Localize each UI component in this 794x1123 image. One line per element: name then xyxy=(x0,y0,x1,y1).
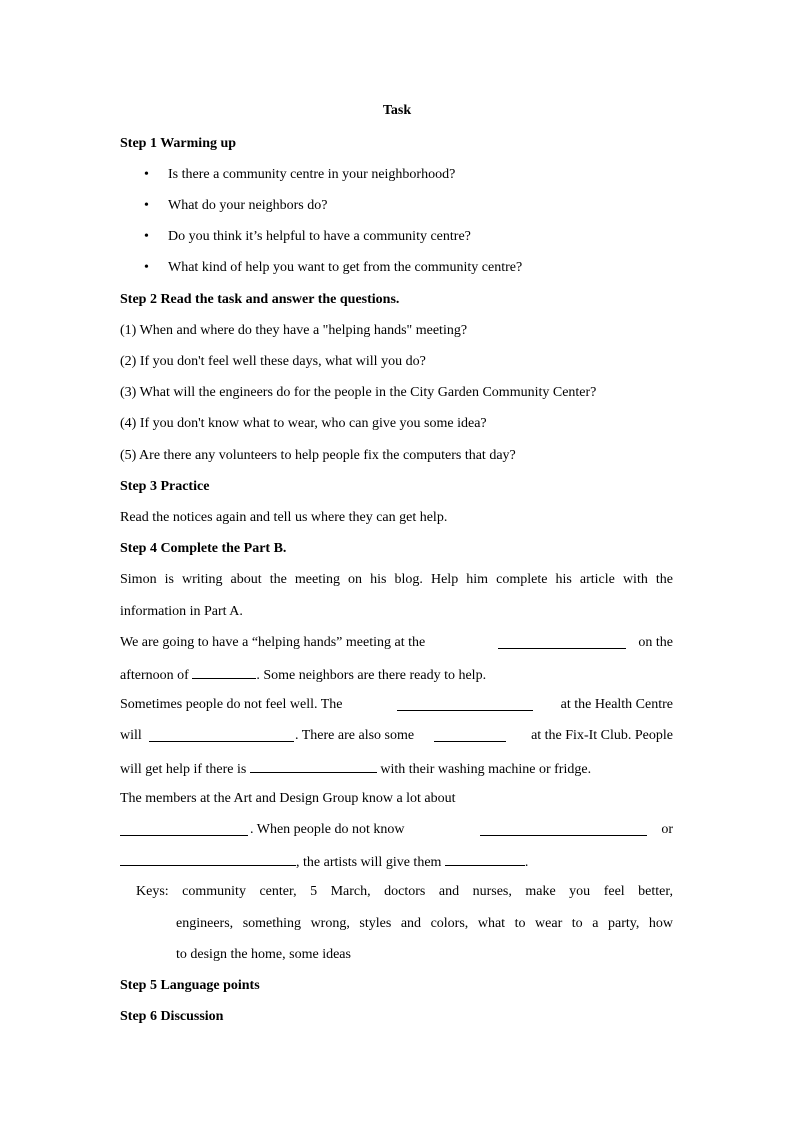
fill-paragraph-line: , the artists will give them . xyxy=(120,852,673,872)
answer-blank[interactable] xyxy=(480,822,647,836)
fill-paragraph-line: Sometimes people do not feel well. The at the Health Centre xyxy=(120,697,673,712)
step1-heading: Step 1 Warming up xyxy=(120,136,237,151)
bullet-icon: • xyxy=(144,229,149,244)
answer-blank[interactable] xyxy=(445,852,525,866)
answer-blank[interactable] xyxy=(192,665,256,679)
answer-blank[interactable] xyxy=(434,728,506,742)
step5-heading: Step 5 Language points xyxy=(120,978,260,993)
step1-bullet: • What do your neighbors do? xyxy=(144,198,328,213)
step3-heading: Step 3 Practice xyxy=(120,479,210,494)
question-item: (5) Are there any volunteers to help people fix the computers that day? xyxy=(120,448,516,463)
step4-heading: Step 4 Complete the Part B. xyxy=(120,541,287,556)
step6-heading: Step 6 Discussion xyxy=(120,1009,224,1024)
fill-paragraph-line: will . There are also some at the Fix-It Club. People xyxy=(120,728,673,743)
document-page: Task Step 1 Warming up • Is there a community centre in your neighborhood? • What do your neighbors do? • Do you think it’s helpful to have a community centre? • What kind of help you want to get from the community centre? Step 2 Read the task and answer the questions. (1) When and where do they have a "helping hands" meeting? (2) If you don't feel well these days, what will you do? (3) What will the engineers do for the people in the City Garden Community Center? (4) If you don't know what to wear, who can give you some idea? (5) Are there any volunteers to help people fix the computers that day? Step 3 Practice Read the notices again and tell us where they can get help. Step 4 Complete the Part B. Simon is writing about the meeting on his blog. Help him complete his article with the information in Part A. We are going to have a “helping hands” meeting at the on the afternoon of . Some neighbors are there ready to help. Sometimes people do not feel well. The at the Health Centre will . There are also some at the Fix-It Club. People will get help if there is with their washing machine or fridge. The members at the Art and Design Group know a lot about . When people do not know or , the artists will give them . Keys: community center, 5 March, doctors and nurses, make you feel better, engineers, something wrong, styles and colors, what to wear to a party, how to design the home, some ideas Step 5 Language points Step 6 Discussion xyxy=(0,0,794,1123)
step4-intro: information in Part A. xyxy=(120,604,243,619)
answer-blank[interactable] xyxy=(397,697,533,711)
fill-paragraph-line: The members at the Art and Design Group know a lot about xyxy=(120,791,456,806)
step1-bullet: • What kind of help you want to get from the community centre? xyxy=(144,260,523,275)
question-item: (2) If you don't feel well these days, what will you do? xyxy=(120,354,426,369)
page-title: Task xyxy=(382,103,412,118)
answer-blank[interactable] xyxy=(120,822,248,836)
bullet-icon: • xyxy=(144,198,149,213)
step1-bullet: • Is there a community centre in your neighborhood? xyxy=(144,167,456,182)
fill-paragraph-line: afternoon of . Some neighbors are there ready to help. xyxy=(120,665,673,685)
keys-line: engineers, something wrong, styles and colors, what to wear to a party, how xyxy=(176,916,673,931)
step4-intro: Simon is writing about the meeting on his blog. Help him complete his article with the xyxy=(120,572,673,587)
answer-blank[interactable] xyxy=(149,728,294,742)
answer-blank[interactable] xyxy=(498,635,626,649)
bullet-icon: • xyxy=(144,167,149,182)
keys-line: Keys: community center, 5 March, doctors and nurses, make you feel better, xyxy=(136,884,673,899)
question-item: (1) When and where do they have a "helping hands" meeting? xyxy=(120,323,468,338)
bullet-icon: • xyxy=(144,260,149,275)
keys-line: to design the home, some ideas xyxy=(176,947,351,962)
step2-heading: Step 2 Read the task and answer the questions. xyxy=(120,292,400,307)
question-item: (3) What will the engineers do for the people in the City Garden Community Center? xyxy=(120,385,597,400)
question-item: (4) If you don't know what to wear, who can give you some idea? xyxy=(120,416,487,431)
answer-blank[interactable] xyxy=(250,759,377,773)
fill-paragraph-line: will get help if there is with their washing machine or fridge. xyxy=(120,759,673,779)
step1-bullet: • Do you think it’s helpful to have a community centre? xyxy=(144,229,471,244)
answer-blank[interactable] xyxy=(120,852,296,866)
fill-paragraph-line: We are going to have a “helping hands” meeting at the on the xyxy=(120,635,673,650)
step3-text: Read the notices again and tell us where they can get help. xyxy=(120,510,448,525)
